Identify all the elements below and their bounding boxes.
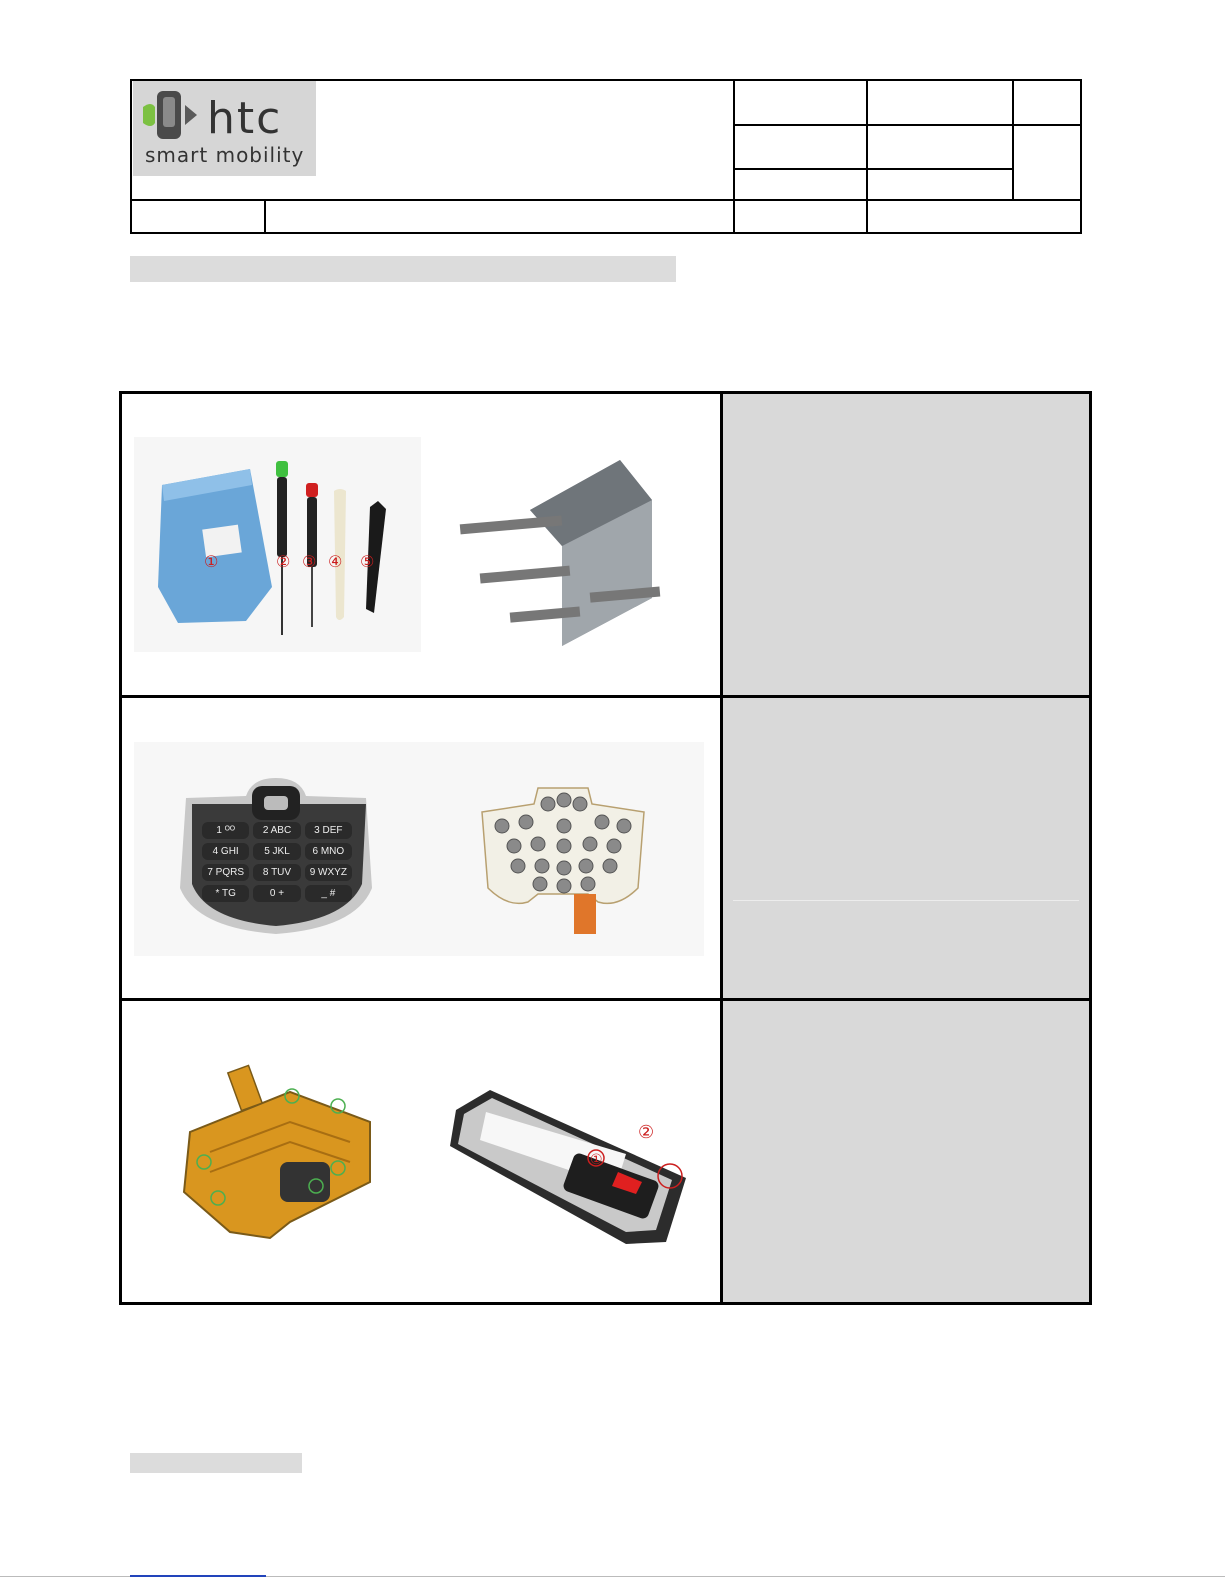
tools-photo bbox=[134, 437, 421, 652]
keypad-photo bbox=[176, 778, 376, 938]
keypad-keys bbox=[202, 822, 352, 902]
marker-3: ③ bbox=[302, 552, 317, 571]
flex-board-illustration bbox=[170, 1062, 390, 1242]
htc-tagline: smart mobility bbox=[145, 143, 305, 167]
key-5: 5 JKL bbox=[253, 843, 300, 860]
key-0: 0 + bbox=[253, 885, 300, 902]
metal-jig-illustration bbox=[440, 450, 710, 655]
key-2: 2 ABC bbox=[253, 822, 300, 839]
htc-brand-text: htc bbox=[207, 93, 283, 144]
footer-heading-bar bbox=[130, 1453, 302, 1473]
key-9: 9 WXYZ bbox=[305, 864, 352, 881]
dome-sheet-photo bbox=[478, 782, 648, 942]
notes-cell-3 bbox=[723, 1001, 1089, 1302]
marker-5: ⑤ bbox=[360, 552, 375, 571]
key-7: 7 PQRS bbox=[202, 864, 249, 881]
htc-logo bbox=[133, 81, 316, 176]
key-star: * TG bbox=[202, 885, 249, 902]
key-1: 1 ᴼᴼ bbox=[202, 822, 249, 839]
footer-link-underline[interactable] bbox=[130, 1575, 266, 1577]
phone-housing-illustration bbox=[446, 1082, 696, 1248]
key-4: 4 GHI bbox=[202, 843, 249, 860]
marker-2: ② bbox=[276, 552, 291, 571]
htc-logo-mark-icon bbox=[137, 85, 207, 145]
dome-sheet-illustration bbox=[478, 782, 648, 942]
phone-housing-photo bbox=[446, 1082, 696, 1248]
key-3: 3 DEF bbox=[305, 822, 352, 839]
notes-divider bbox=[733, 900, 1079, 901]
flex-board-photo bbox=[170, 1062, 390, 1242]
marker-4: ④ bbox=[328, 552, 343, 571]
key-hash: _ # bbox=[305, 885, 352, 902]
section-heading-bar bbox=[130, 256, 676, 282]
key-6: 6 MNO bbox=[305, 843, 352, 860]
housing-marker-2: ② bbox=[638, 1122, 655, 1143]
notes-cell-1 bbox=[723, 394, 1089, 695]
tools-illustration bbox=[134, 437, 421, 652]
key-8: 8 TUV bbox=[253, 864, 300, 881]
notes-cell-2 bbox=[723, 698, 1089, 998]
marker-1: ① bbox=[204, 552, 219, 571]
housing-marker-1: ① bbox=[590, 1152, 603, 1168]
jig-photo bbox=[440, 450, 710, 655]
